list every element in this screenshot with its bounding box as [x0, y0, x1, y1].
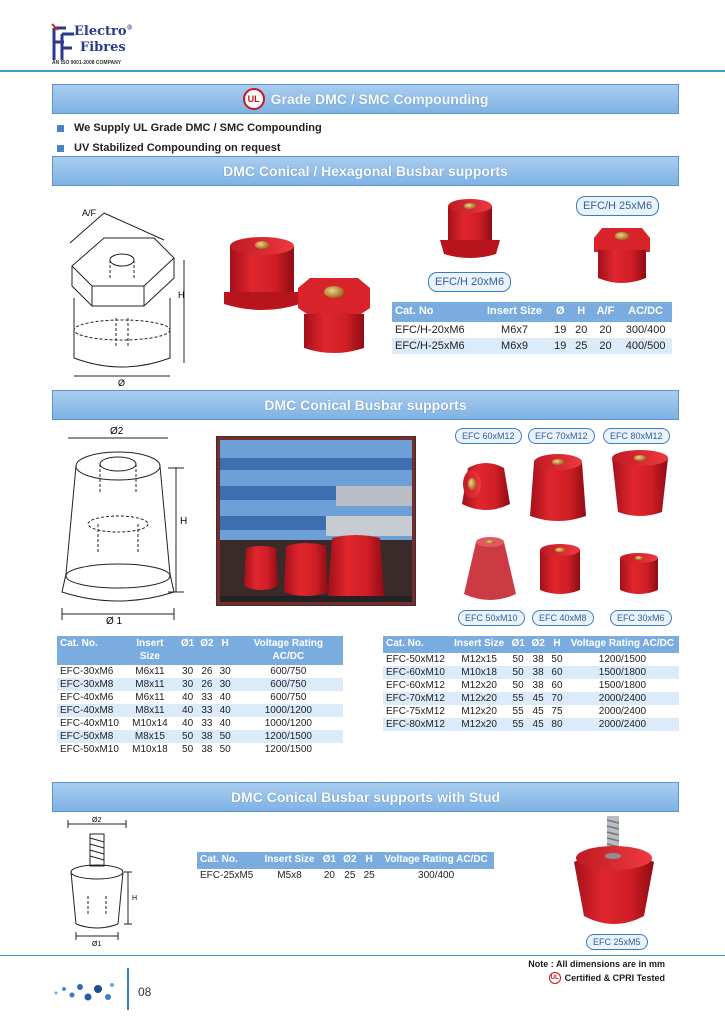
- bullet-item: We Supply UL Grade DMC / SMC Compounding: [57, 118, 322, 138]
- stud-title: DMC Conical Busbar supports with Stud: [230, 789, 501, 805]
- square-bullet-icon: [57, 125, 64, 132]
- table-row: EFC-40xM6 M6x11 40 33 40 600/750: [60, 692, 307, 703]
- table-row: EFC-60xM12 M12x20 50 38 60 1500/1800: [386, 679, 647, 691]
- square-bullet-icon: [57, 145, 64, 152]
- conical-title: DMC Conical Busbar supports: [264, 397, 467, 413]
- table-row: EFC/H-20xM6 M6x7 19 20 20 300/400: [395, 323, 666, 336]
- col-insert-size: Insert Size: [479, 302, 549, 322]
- drawing-label-h: H: [178, 290, 185, 300]
- table-header-row: Cat. No. Insert Size Ø1 Ø2 H Voltage Rating AC/DC: [197, 852, 494, 869]
- conical-photo-40xm8: [536, 540, 584, 602]
- table-row: EFC-80xM12 M12x20 55 45 80 2000/2400: [383, 718, 679, 731]
- drawing-label-d2: Ø2: [110, 426, 124, 437]
- drawing-label-d2: Ø2: [92, 817, 102, 824]
- drawing-label-d1: Ø 1: [106, 616, 123, 624]
- drawing-label-h: H: [180, 516, 188, 527]
- drawing-label-d1: Ø1: [92, 941, 102, 946]
- conical-banner: [52, 390, 679, 420]
- table-row: EFC/H-25xM6 M6x9 19 25 20 400/500: [392, 338, 672, 354]
- caption-efch-25xm6: EFC/H 25xM6: [576, 196, 659, 216]
- col-dia: Ø: [550, 302, 571, 322]
- conical-photo-60xm12: [456, 448, 516, 518]
- hexagonal-title: DMC Conical / Hexagonal Busbar supports: [223, 163, 508, 179]
- drawing-label-af: A/F: [82, 208, 97, 218]
- conical-spec-table-right: [383, 636, 679, 731]
- hexagonal-banner: [52, 156, 679, 186]
- hexagonal-technical-drawing: [44, 198, 204, 388]
- certification-text: Certified & CPRI Tested: [564, 973, 665, 983]
- footer-rule: [0, 955, 725, 956]
- table-header-row: Cat. No. Insert Size Ø1 Ø2 H Voltage Rating AC/DC: [383, 636, 679, 653]
- ul-grade-banner: [52, 84, 679, 114]
- col-acdc: AC/DC: [619, 302, 672, 322]
- caption-efc-30xm6: EFC 30xM6: [610, 610, 672, 626]
- caption-efc-25xm5: EFC 25xM5: [586, 934, 648, 950]
- footer-divider: [127, 968, 129, 1010]
- table-row: EFC-30xM6 M6x11 30 26 30 600/750: [60, 666, 307, 677]
- ul-cert-icon: UL: [549, 972, 561, 984]
- caption-efc-70xm12: EFC 70xM12: [528, 428, 595, 444]
- table-row: EFC-25xM5 M5x8 20 25 25 300/400: [200, 869, 455, 881]
- hex-support-photo-3: [438, 196, 502, 266]
- hexagonal-spec-table: [392, 302, 672, 354]
- table-row: EFC-70xM12 M12x20 55 45 70 2000/2400: [383, 692, 679, 705]
- conical-photo-70xm12: [526, 448, 590, 526]
- table-row: EFC-50xM10 M10x18 50 38 50 1200/1500: [60, 744, 312, 755]
- hex-support-photo-1: [222, 234, 302, 324]
- drawing-label-dia: Ø: [118, 378, 126, 388]
- header-rule: [0, 70, 725, 72]
- caption-efc-50xm10: EFC 50xM10: [458, 610, 525, 626]
- col-h: H: [571, 302, 592, 322]
- table-row: EFC-50xM12 M12x15 50 38 50 1200/1500: [386, 653, 647, 665]
- conical-photo-50xm10: [460, 534, 520, 608]
- stud-support-photo: [566, 812, 662, 936]
- ul-grade-bullets: [57, 118, 322, 158]
- table-row: EFC-75xM12 M12x20 55 45 75 2000/2400: [386, 705, 647, 717]
- page-number: 08: [138, 985, 152, 999]
- footer-note: [528, 957, 665, 985]
- table-row: EFC-40xM8 M8x11 40 33 40 1000/1200: [57, 704, 343, 717]
- conical-photo-30xm6: [616, 550, 662, 600]
- caption-efc-60xm12: EFC 60xM12: [455, 428, 522, 444]
- col-cat-no: Cat. No: [392, 302, 479, 322]
- conical-technical-drawing: [52, 424, 202, 624]
- brand-tagline: AN ISO 9001-2008 COMPANY: [52, 60, 122, 66]
- hex-support-photo-2: [294, 272, 374, 362]
- ul-logo-icon: UL: [243, 88, 265, 110]
- conical-spec-table-left: [57, 636, 343, 756]
- brand-logo: [50, 14, 160, 64]
- stud-banner: [52, 782, 679, 812]
- stud-spec-table: [197, 852, 494, 882]
- drawing-label-h: H: [132, 895, 138, 902]
- table-row: EFC-30xM8 M8x11 30 26 30 600/750: [57, 678, 343, 691]
- table-row: EFC-40xM10 M10x14 40 33 40 1000/1200: [60, 718, 312, 729]
- hex-support-photo-4: [590, 222, 654, 290]
- caption-efc-80xm12: EFC 80xM12: [603, 428, 670, 444]
- ul-grade-title: Grade DMC / SMC Compounding: [270, 91, 489, 107]
- bullet-item: UV Stabilized Compounding on request: [57, 138, 322, 158]
- table-row: EFC-60xM10 M10x18 50 38 60 1500/1800: [383, 666, 679, 679]
- stud-technical-drawing: [60, 816, 150, 946]
- caption-efch-20xm6: EFC/H 20xM6: [428, 272, 511, 292]
- table-row: EFC-50xM8 M8x15 50 38 50 1200/1500: [57, 730, 343, 743]
- certification: [528, 971, 665, 985]
- col-af: A/F: [592, 302, 619, 322]
- conical-photo-80xm12: [606, 446, 674, 520]
- dimensions-note: Note : All dimensions are in mm: [528, 959, 665, 969]
- decorative-dots-icon: [50, 975, 120, 1005]
- busbar-installation-photo: [216, 436, 416, 606]
- table-header-row: [392, 302, 672, 322]
- table-header-row: Cat. No. Insert Size Ø1 Ø2 H Voltage Rating AC/DC: [57, 636, 343, 665]
- brand-name-line2: Fibres: [80, 40, 126, 55]
- brand-name-line1: Electro®: [74, 24, 133, 39]
- caption-efc-40xm8: EFC 40xM8: [532, 610, 594, 626]
